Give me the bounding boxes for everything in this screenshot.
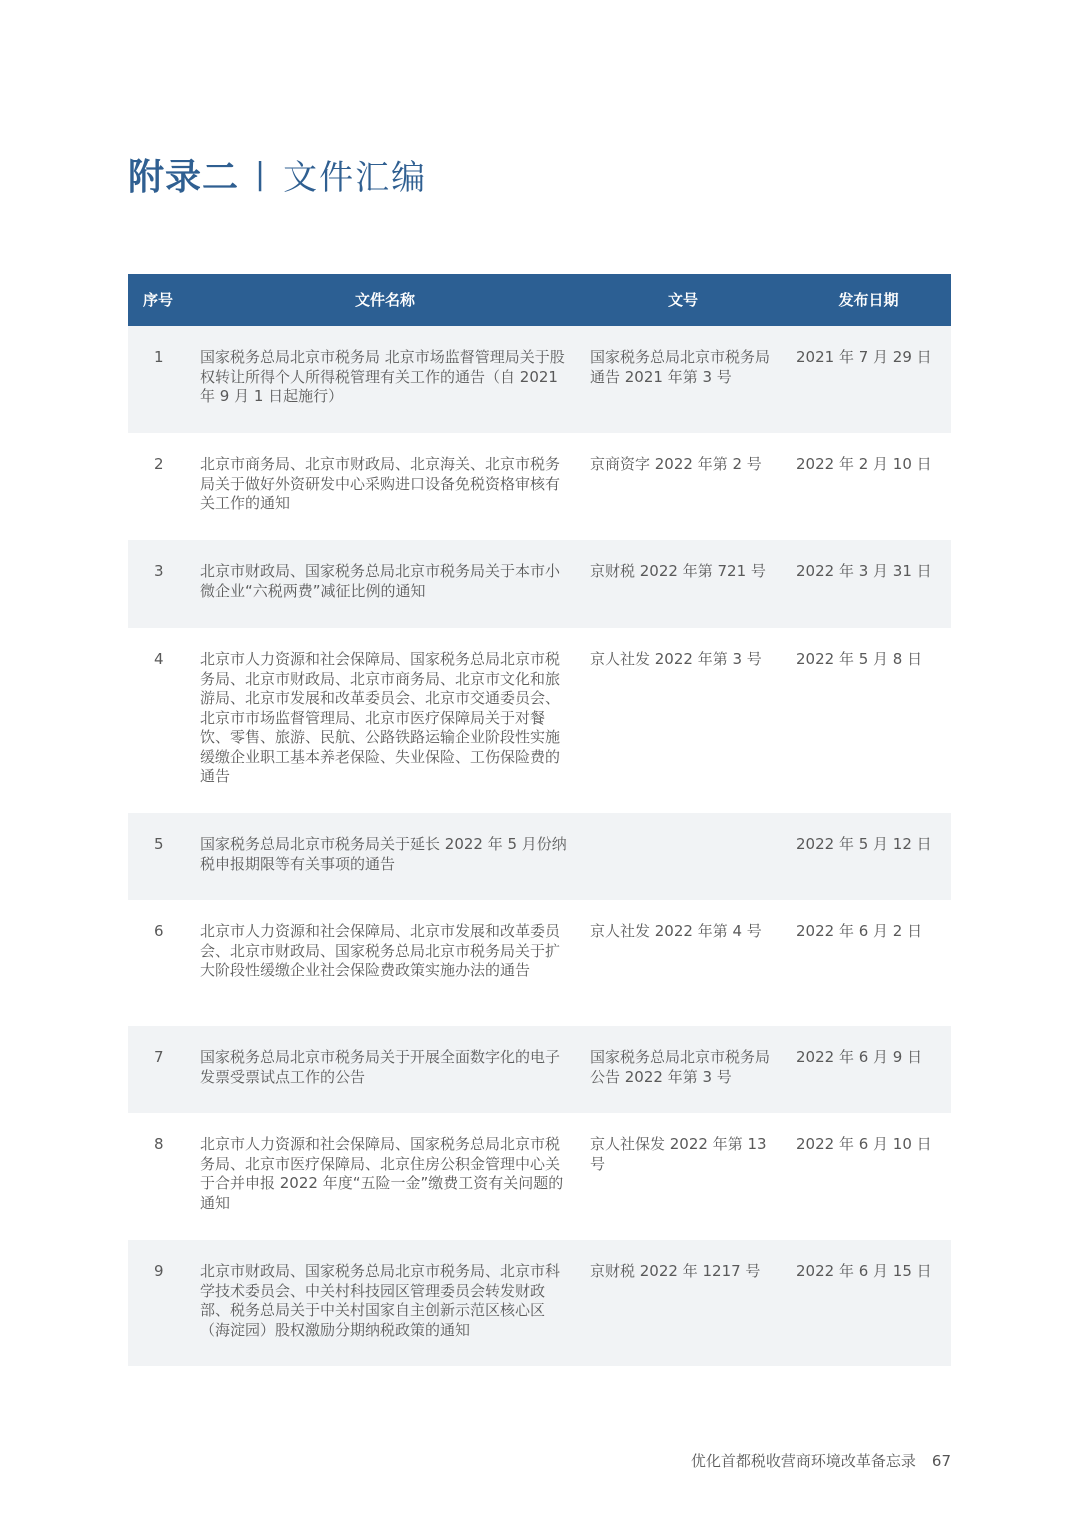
row-ref: 京人社发 2022 年第 4 号 xyxy=(590,922,762,940)
appendix-title: 附录二 xyxy=(128,156,240,198)
table-row xyxy=(128,813,951,900)
header-name: 文件名称 xyxy=(354,291,415,309)
header-ref: 文号 xyxy=(667,291,698,309)
title-separator: | xyxy=(255,156,266,192)
row-name: 国家税务总局北京市税务局 北京市场监督管理局关于股权转让所得个人所得税管理有关工作的通告（自 2021 年 9 月 1 日起施行） xyxy=(200,348,565,405)
row-date: 2022 年 6 月 9 日 xyxy=(796,1048,923,1066)
row-date: 2022 年 3 月 31 日 xyxy=(796,562,932,580)
row-name: 北京市人力资源和社会保障局、国家税务总局北京市税务局、北京市财政局、北京市商务局、北京市文化和旅游局、北京市发展和改革委员会、北京市交通委员会、北京市市场监督管理局、北京市医疗保障局关于对餐饮、零售、旅游、民航、公路铁路运输企业阶段性实施缓缴企业职工基本养老保险、失业保险、工伤保险费的通告 xyxy=(200,650,561,785)
appendix-subtitle: 文件汇编 xyxy=(283,157,428,198)
row-ref: 京财税 2022 年 1217 号 xyxy=(590,1262,761,1280)
header-date: 发布日期 xyxy=(838,291,899,309)
row-name: 北京市财政局、国家税务总局北京市税务局关于本市小微企业“六税两费”减征比例的通知 xyxy=(200,562,561,600)
row-no: 2 xyxy=(154,455,164,473)
row-date: 2022 年 6 月 2 日 xyxy=(796,922,923,940)
row-ref: 京财税 2022 年第 721 号 xyxy=(590,562,766,580)
row-no: 5 xyxy=(154,835,164,853)
row-name: 北京市财政局、国家税务总局北京市税务局、北京市科学技术委员会、中关村科技园区管理委员会转发财政部、税务总局关于中关村国家自主创新示范区核心区（海淀园）股权激励分期纳税政策的通知 xyxy=(200,1262,561,1339)
row-ref: 京人社保发 2022 年第 13 号 xyxy=(590,1135,767,1173)
row-ref: 国家税务总局北京市税务局公告 2022 年第 3 号 xyxy=(590,1048,771,1086)
row-ref: 国家税务总局北京市税务局通告 2021 年第 3 号 xyxy=(590,348,771,386)
row-date: 2021 年 7 月 29 日 xyxy=(796,348,932,366)
row-date: 2022 年 2 月 10 日 xyxy=(796,455,932,473)
row-date: 2022 年 5 月 12 日 xyxy=(796,835,932,853)
table-row xyxy=(128,1026,951,1113)
header-no: 序号 xyxy=(143,291,174,309)
row-no: 9 xyxy=(154,1262,164,1280)
row-date: 2022 年 6 月 10 日 xyxy=(796,1135,932,1153)
row-date: 2022 年 6 月 15 日 xyxy=(796,1262,932,1280)
row-name: 北京市人力资源和社会保障局、北京市发展和改革委员会、北京市财政局、国家税务总局北京市税务局关于扩大阶段性缓缴企业社会保险费政策实施办法的通告 xyxy=(200,922,561,979)
table-row xyxy=(128,540,951,628)
row-no: 7 xyxy=(154,1048,164,1066)
table-row xyxy=(128,900,951,1026)
page-footer xyxy=(691,1450,951,1471)
row-no: 8 xyxy=(154,1135,164,1153)
table-row xyxy=(128,628,951,813)
row-no: 1 xyxy=(154,348,164,366)
page-number: 67 xyxy=(931,1451,951,1470)
row-ref: 京人社发 2022 年第 3 号 xyxy=(590,650,762,668)
row-date: 2022 年 5 月 8 日 xyxy=(796,650,923,668)
row-name: 北京市人力资源和社会保障局、国家税务总局北京市税务局、北京市医疗保障局、北京住房公积金管理中心关于合并申报 2022 年度“五险一金”缴费工资有关问题的通知 xyxy=(200,1135,564,1212)
footer-title: 优化首都税收营商环境改革备忘录 xyxy=(690,1452,916,1470)
row-ref: 京商资字 2022 年第 2 号 xyxy=(590,455,762,473)
row-no: 3 xyxy=(154,562,164,580)
page-heading xyxy=(128,148,427,200)
table-header xyxy=(128,274,951,326)
table-row xyxy=(128,1240,951,1366)
documents-table xyxy=(128,274,951,1366)
row-no: 6 xyxy=(154,922,164,940)
row-name: 北京市商务局、北京市财政局、北京海关、北京市税务局关于做好外资研发中心采购进口设备免税资格审核有关工作的通知 xyxy=(200,455,561,512)
row-no: 4 xyxy=(154,650,164,668)
table-row xyxy=(128,326,951,433)
row-name: 国家税务总局北京市税务局关于延长 2022 年 5 月份纳税申报期限等有关事项的通告 xyxy=(200,835,567,873)
row-name: 国家税务总局北京市税务局关于开展全面数字化的电子发票受票试点工作的公告 xyxy=(200,1048,561,1086)
table-row xyxy=(128,1113,951,1240)
table-row xyxy=(128,433,951,540)
